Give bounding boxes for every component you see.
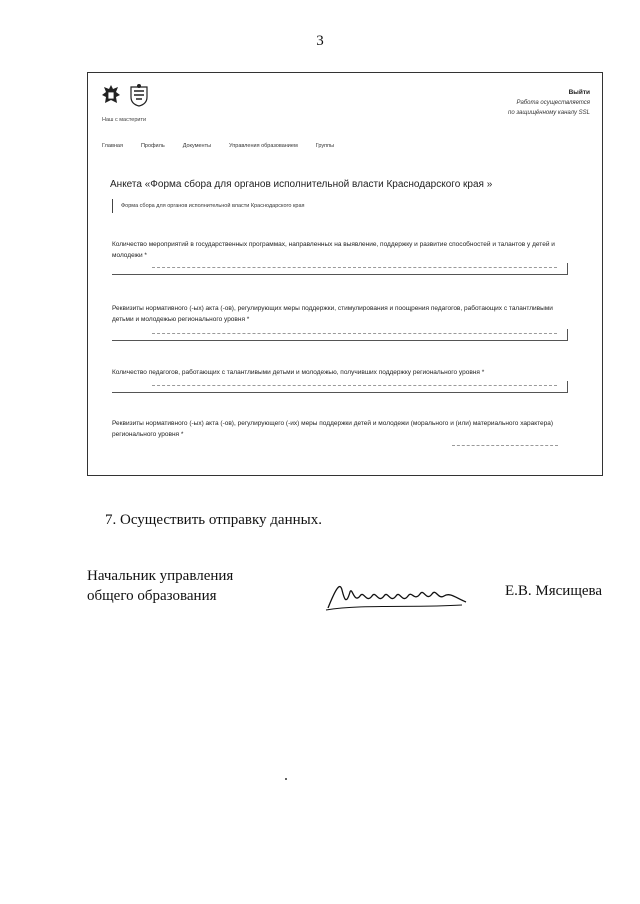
scan-speck — [285, 778, 287, 780]
krasnodar-emblem-icon — [128, 83, 150, 107]
step-instruction: 7. Осуществить отправку данных. — [105, 512, 322, 528]
signer-position — [87, 566, 233, 606]
embedded-screenshot — [87, 72, 603, 476]
question-2-label: Реквизиты нормативного (-ых) акта (-ов), регулирующих меры поддержки, стимулирования и поощрения педагогов, работающих с талантливыми детьми и молодежью регионального уровня * — [112, 305, 553, 323]
question-3-input[interactable] — [112, 381, 568, 393]
question-1-input[interactable] — [112, 263, 568, 275]
russia-emblem-icon — [100, 83, 122, 107]
ssl-note-line1: Работа осуществляется — [516, 100, 590, 106]
ssl-note-line2: по защищённому каналу SSL — [508, 110, 590, 116]
logo-group — [100, 83, 150, 107]
question-2-input[interactable] — [112, 329, 568, 341]
page-number: 3 — [316, 33, 324, 49]
nav-item-education-departments[interactable]: Управления образованием — [229, 143, 298, 149]
question-3-label: Количество педагогов, работающих с талантливыми детьми и молодежью, получивших поддержку регионального уровня * — [112, 369, 485, 376]
form-title: Анкета «Форма сбора для органов исполнительной власти Краснодарского края » — [110, 179, 493, 190]
nav-item-home[interactable]: Главная — [102, 143, 123, 149]
nav-item-documents[interactable]: Документы — [182, 143, 212, 149]
signer-name: Е.В. Мясищева — [505, 583, 603, 599]
nav-item-profile[interactable]: Профиль — [140, 143, 165, 149]
site-label: Наш с мастерити — [102, 117, 147, 123]
form-subtitle: Форма сбора для органов исполнительной власти Краснодарского края — [112, 199, 305, 213]
signer-position-line2: общего образования — [87, 588, 217, 604]
question-1-label: Количество мероприятий в государственных программах, направленных на выявление, поддержку и развитие способностей и талантов у детей и молодежи * — [112, 241, 555, 259]
logout-link[interactable]: Выйти — [568, 89, 590, 96]
signer-position-line1: Начальник управления — [87, 568, 234, 584]
header-right — [508, 88, 590, 118]
question-4-label: Реквизиты нормативного (-ых) акта (-ов), регулирующего (-их) меры поддержки детей и молодежи (морального и (или) материального характера) регионального уровня * — [112, 420, 554, 438]
question-4-input[interactable] — [112, 441, 568, 453]
main-nav — [102, 143, 334, 149]
nav-item-groups[interactable]: Группы — [315, 143, 335, 149]
handwritten-signature — [322, 578, 470, 614]
